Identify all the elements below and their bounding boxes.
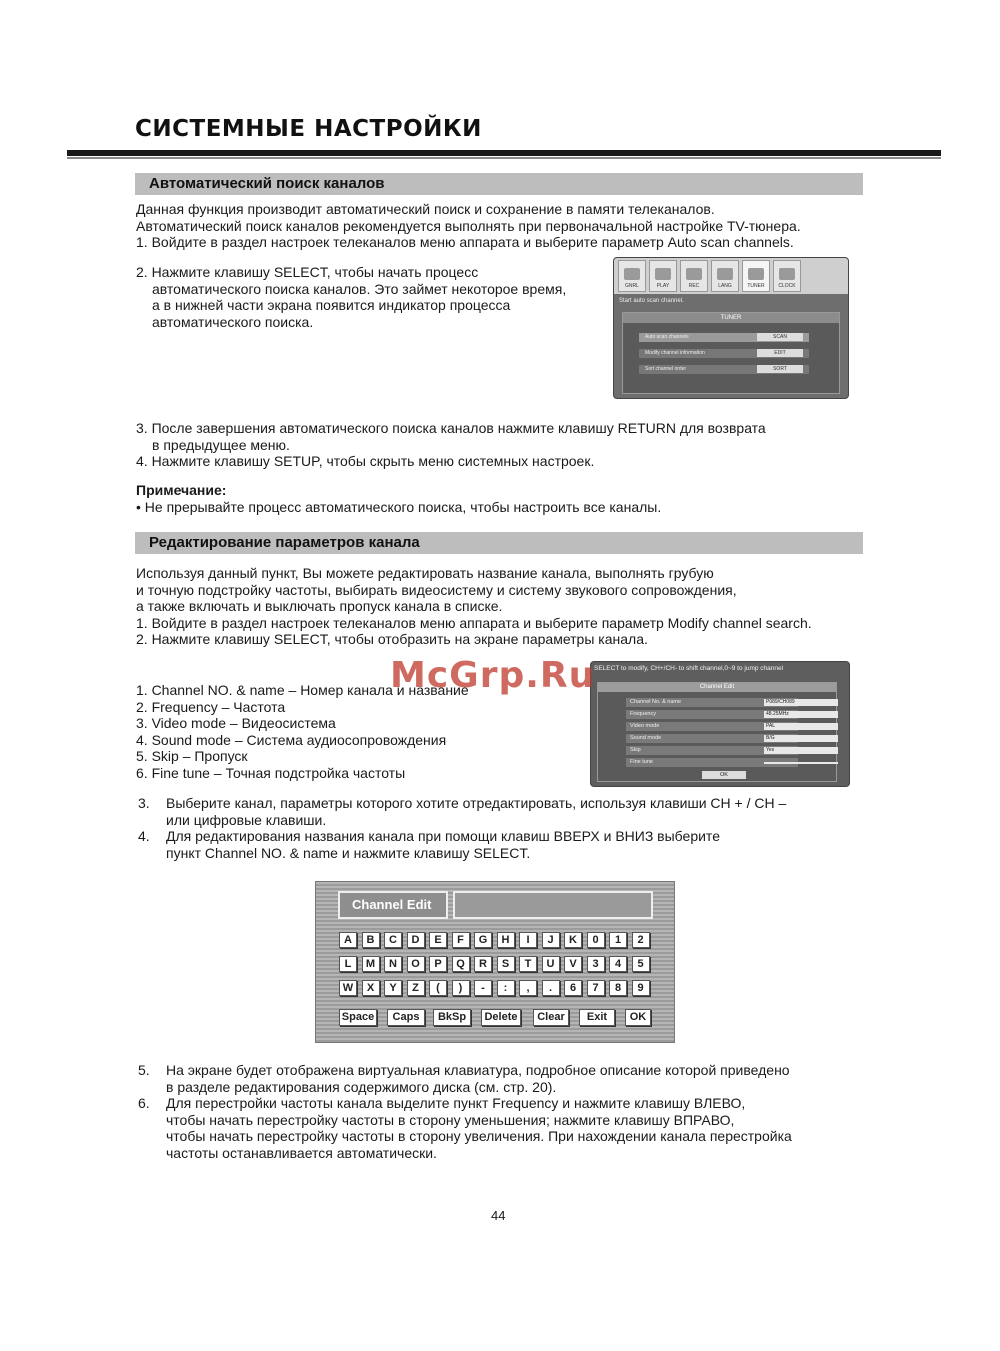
key-symbol: , [519,980,537,996]
key-caps: Caps [387,1009,425,1026]
paragraph-line: Используя данный пункт, Вы можете редактировать название канала, выполнять грубую [136,565,714,581]
key-delete: Delete [481,1009,521,1026]
page-title: СИСТЕМНЫЕ НАСТРОЙКИ [135,116,482,142]
key-2: 2 [632,932,650,948]
key-f: F [452,932,470,948]
key-l: L [339,956,357,972]
row-fine-tune: Fine tune [626,758,798,767]
paragraph-line: 3. После завершения автоматического поиска каналов нажмите клавишу RETURN для возврата [136,420,766,436]
key-k: K [564,932,582,948]
channel-edit-panel [597,682,837,782]
section1-step3 [136,420,766,470]
list-item: 1. Channel NO. & name – Номер канала и название [136,682,469,698]
paragraph-line: в предыдущее меню. [152,436,290,453]
tuner-panel [622,312,840,394]
screen-hint: SELECT to modify, CH+/CH- to shift channel,0~9 to jump channel [594,665,784,672]
row-auto-scan: Auto scan channels SCAN [639,333,809,342]
panel-title: TUNER [623,313,839,323]
tab-play: PLAY [649,260,677,292]
key-u: U [542,956,560,972]
watermark: McGrp.Ru [390,655,596,696]
key-exit: Exit [579,1009,615,1026]
key-b: B [362,932,380,948]
key-symbol: : [497,980,515,996]
title-rule-shadow [67,157,941,159]
key-ok: OK [625,1009,651,1026]
key-g: G [474,932,492,948]
key-j: J [542,932,560,948]
key-w: W [339,980,357,996]
section2-steps [138,795,786,861]
paragraph-line: 1. Войдите в раздел настроек телеканалов меню аппарата и выберите параметр Auto scan channels. [136,234,794,250]
key-m: M [362,956,380,972]
edit-button: EDIT [757,349,803,357]
step-4: 4. Для редактирования названия канала при помощи клавиш ВВЕРХ и ВНИЗ выберите пункт Channel NO. & name и нажмите клавишу SELECT. [138,828,720,861]
list-item: 4. Sound mode – Система аудиосопровождения [136,731,447,748]
ok-button: OK [702,771,746,779]
key-space: Space [339,1009,377,1026]
step-5: 5. На экране будет отображена виртуальная клавиатура, подробное описание которой приведено в разделе редактирования содержимого диска (см. стр. 20). [138,1062,790,1095]
list-item: 5. Skip – Пропуск [136,748,248,764]
key-v: V [564,956,582,972]
screen-hint: Start auto scan channel. [619,298,684,304]
key-s: S [497,956,515,972]
virtual-keyboard-screenshot [315,881,675,1043]
key-5: 5 [632,956,650,972]
paragraph-line: и точную подстройку частоты, выбирать видеосистему и систему звукового сопровождения, [136,581,737,598]
paragraph-line: автоматического поиска. [152,313,314,330]
key-symbol: - [474,980,492,996]
note-title: Примечание: [136,482,227,498]
key-3: 3 [587,956,605,972]
section1-intro [136,201,801,251]
key-bksp: BkSp [433,1009,471,1026]
row-skip: Skip Yes [626,746,798,755]
key-7: 7 [587,980,605,996]
menu-tab-bar [614,258,848,294]
key-h: H [497,932,515,948]
title-rule [67,150,941,156]
key-y: Y [384,980,402,996]
key-clear: Clear [533,1009,569,1026]
section1-step2 [136,264,566,330]
row-sort-channel: Sort channel order SORT [639,365,809,374]
key-symbol: . [542,980,560,996]
key-x: X [362,980,380,996]
paragraph-line: 2. Нажмите клавишу SELECT, чтобы начать процесс [136,264,479,280]
tab-clock: CLOCK [773,260,801,292]
key-q: Q [452,956,470,972]
step-6: 6. Для перестройки частоты канала выделите пункт Frequency и нажмите клавишу ВЛЕВО, чтобы начать перестройку частоты в сторону уменьшения; нажмите клавишу ВПРАВО, чтобы начать перестройку частоты в сторону увеличения. При нахождении канала перестройка частоты останавливается автоматически. [138,1095,792,1161]
list-item: 2. Frequency – Частота [136,698,286,715]
key-a: A [339,932,357,948]
key-r: R [474,956,492,972]
key-p: P [429,956,447,972]
section2-intro [136,565,812,648]
sort-button: SORT [757,365,803,373]
paragraph-line: 2. Нажмите клавишу SELECT, чтобы отобразить на экране параметры канала. [136,631,648,647]
key-symbol: ( [429,980,447,996]
paragraph-line: 1. Войдите в раздел настроек телеканалов меню аппарата и выберите параметр Modify channel search. [136,614,812,631]
tuner-menu-screenshot [613,257,849,399]
keyboard-title: Channel Edit [338,891,448,919]
key-symbol: ) [452,980,470,996]
paragraph-line: автоматического поиска каналов. Это займет некоторое время, [152,280,567,297]
paragraph-line: а в нижней части экрана появится индикатор процесса [152,297,511,313]
note [136,482,661,515]
note-text: • Не прерывайте процесс автоматического поиска, чтобы настроить все каналы. [136,498,662,515]
key-4: 4 [609,956,627,972]
row-modify-channel: Modify channel information EDIT [639,349,809,358]
panel-title: Channel Edit [598,683,836,692]
row-sound-mode: Sound mode B/G [626,734,798,743]
row-frequency: Frequency 48.25MHz [626,710,798,719]
key-n: N [384,956,402,972]
list-item: 6. Fine tune – Точная подстройка частоты [136,764,406,781]
section-heading-auto-scan: Автоматический поиск каналов [135,173,863,195]
key-d: D [407,932,425,948]
list-item: 3. Video mode – Видеосистема [136,715,336,731]
row-channel-no: Channel No. & name P089/CH089 [626,698,798,707]
paragraph-line: Данная функция производит автоматический поиск и сохранение в памяти телеканалов. [136,201,715,217]
key-e: E [429,932,447,948]
key-0: 0 [587,932,605,948]
key-9: 9 [632,980,650,996]
paragraph-line: а также включать и выключать пропуск канала в списке. [136,598,503,614]
tab-tuner: TUNER [742,260,770,292]
key-8: 8 [609,980,627,996]
scan-button: SCAN [757,333,803,341]
step-3: 3. Выберите канал, параметры которого хотите отредактировать, используя клавиши CH + / CH – или цифровые клавиши. [138,795,787,828]
paragraph-line: Автоматический поиск каналов рекомендуется выполнять при первоначальной настройке TV-тюнера. [136,217,801,234]
row-video-mode: Video mode PAL [626,722,798,731]
key-c: C [384,932,402,948]
paragraph-line: 4. Нажмите клавишу SETUP, чтобы скрыть меню системных настроек. [136,453,595,469]
key-i: I [519,932,537,948]
section2-steps-after [138,1062,792,1161]
key-1: 1 [609,932,627,948]
section-heading-channel-edit: Редактирование параметров канала [135,532,863,554]
key-t: T [519,956,537,972]
tab-rec: REC [680,260,708,292]
tab-general: GNRL [618,260,646,292]
page-number: 44 [491,1208,506,1223]
tab-lang: LANG [711,260,739,292]
key-z: Z [407,980,425,996]
channel-edit-screenshot [590,661,850,787]
keyboard-text-field [453,891,653,919]
key-6: 6 [564,980,582,996]
parameter-list [136,682,469,781]
key-o: O [407,956,425,972]
